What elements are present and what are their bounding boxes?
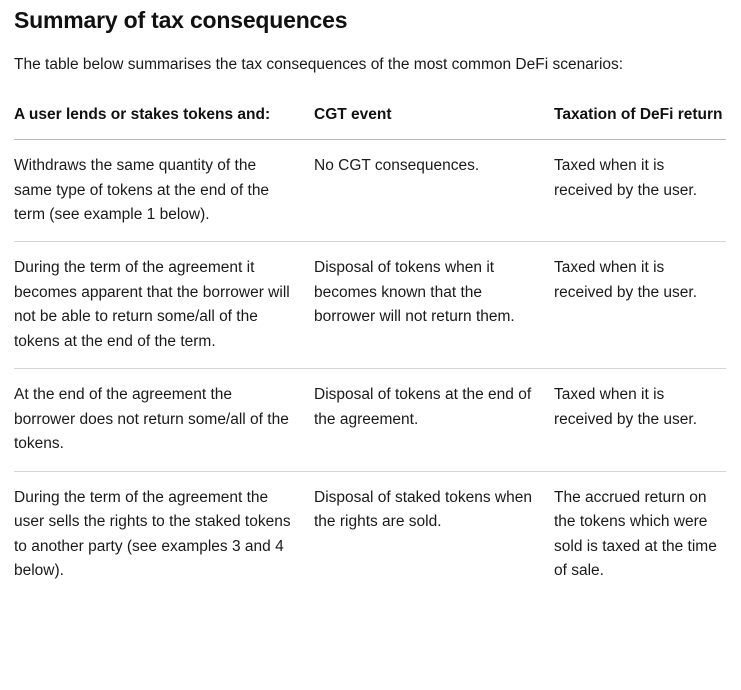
cell-cgt-event: No CGT consequences. — [314, 140, 554, 242]
cell-scenario: Withdraws the same quantity of the same type of tokens at the end of the term (see example 1 below). — [14, 140, 314, 242]
cell-scenario: At the end of the agreement the borrower does not return some/all of the tokens. — [14, 369, 314, 471]
column-header-taxation: Taxation of DeFi return — [554, 103, 726, 140]
table-body — [14, 140, 726, 598]
table-row — [14, 471, 726, 597]
column-header-cgt-event: CGT event — [314, 103, 554, 140]
intro-paragraph: The table below summarises the tax consequences of the most common DeFi scenarios: — [14, 55, 624, 73]
table-row — [14, 140, 726, 242]
table-row — [14, 242, 726, 369]
cell-cgt-event: Disposal of tokens at the end of the agreement. — [314, 369, 554, 471]
cell-cgt-event: Disposal of staked tokens when the rights are sold. — [314, 488, 532, 531]
table-row — [14, 369, 726, 471]
cell-taxation: Taxed when it is received by the user. — [554, 140, 726, 242]
column-header-scenario: A user lends or stakes tokens and: — [14, 103, 314, 140]
cell-cgt-event: Disposal of tokens when it becomes known that the borrower will not return them. — [314, 242, 554, 369]
cell-taxation: Taxed when it is received by the user. — [554, 369, 726, 471]
cell-scenario: During the term of the agreement the user sells the rights to the staked tokens to another party (see examples 3 and 4 below). — [14, 488, 291, 580]
cell-scenario: During the term of the agreement it becomes apparent that the borrower will not be able to return some/all of the tokens at the end of the term. — [14, 242, 314, 369]
tax-consequences-table — [14, 103, 726, 598]
table-header — [14, 103, 726, 140]
table-header-row — [14, 103, 726, 140]
document-page — [0, 6, 741, 690]
page-title: Summary of tax consequences — [14, 7, 348, 33]
cell-taxation: Taxed when it is received by the user. — [554, 242, 726, 369]
cell-taxation: The accrued return on the tokens which were sold is taxed at the time of sale. — [554, 488, 717, 580]
